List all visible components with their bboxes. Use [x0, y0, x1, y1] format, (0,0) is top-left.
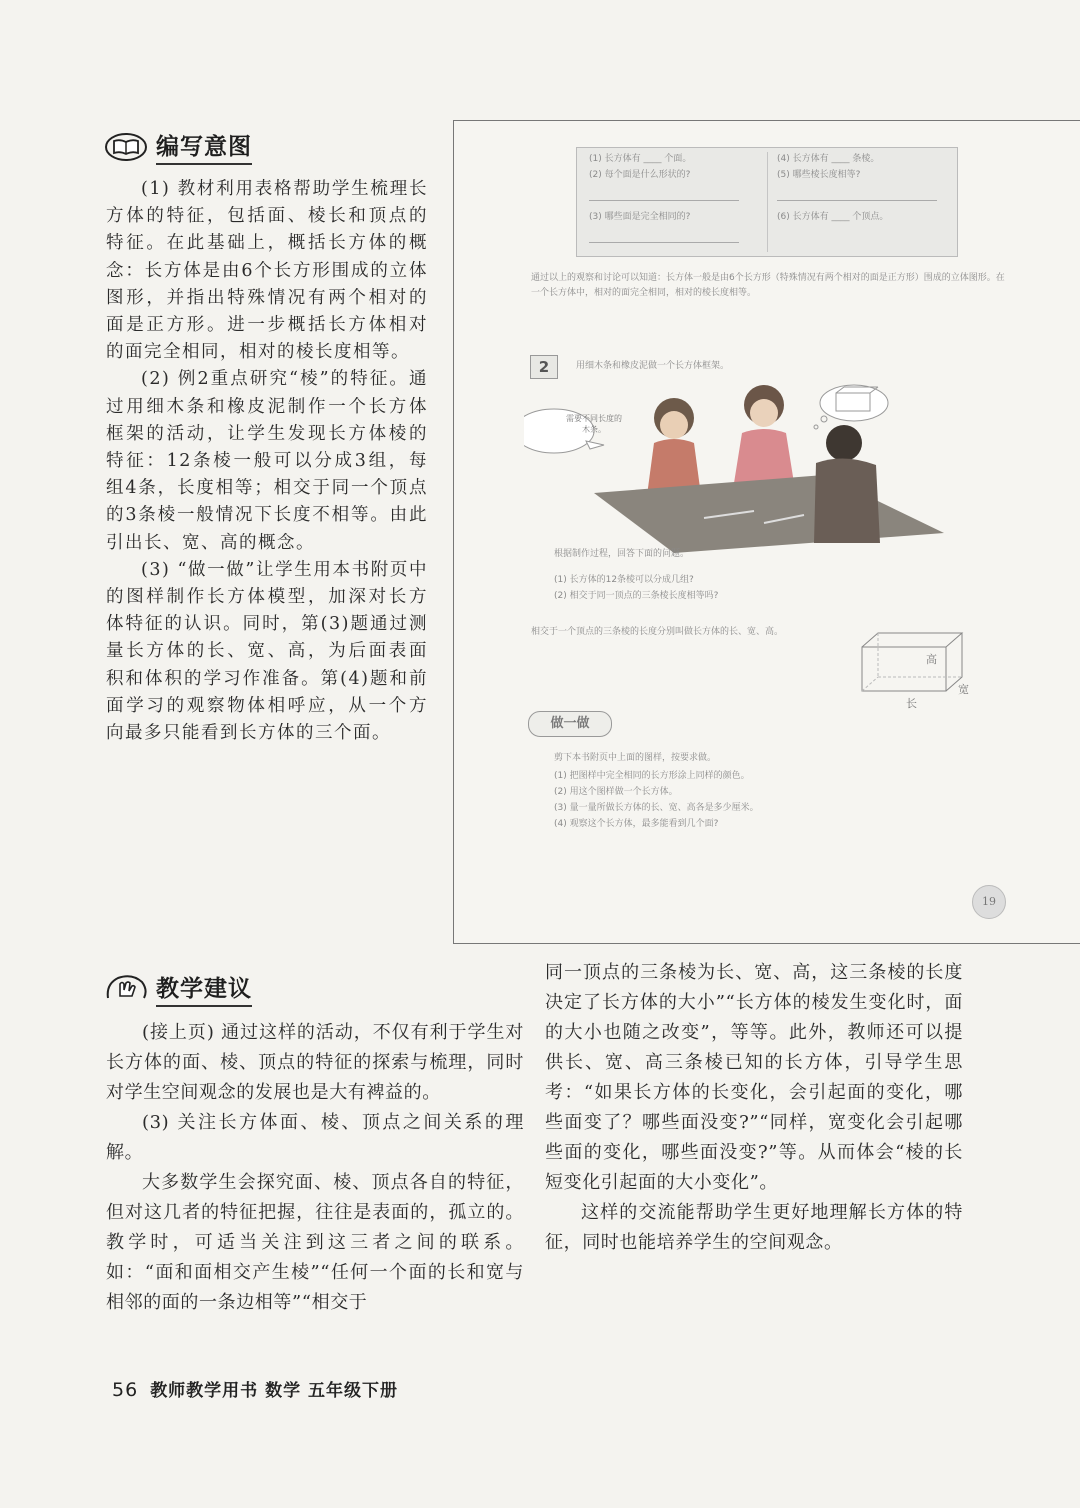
table-question: (4) 长方体有 ____ 条棱。 [777, 154, 880, 164]
paragraph: (2) 例2重点研究“棱”的特征。通过用细木条和橡皮泥制作一个长方体框架的活动，让学生发现长方体棱的特征：12条棱一般可以分成3组，每组4条，长度相等；相交于同一个顶点的3条棱一般情况下长度不相等。由此引出长、宽、高的概念。 [106, 369, 428, 553]
example-text: 用细木条和橡皮泥做一个长方体框架。 [576, 361, 730, 371]
section-header-teaching-suggestions [104, 970, 252, 1007]
definition-text: 相交于一个顶点的三条棱的长度分别叫做长方体的长、宽、高。 [531, 627, 784, 637]
summary-text: 通过以上的观察和讨论可以知道：长方体一般是由6个长方形（特殊情况有两个相对的面是正方形）围成的立体图形。在一个长方体中，相对的面完全相同，相对的棱长度相等。 [531, 273, 1005, 298]
section-header-writing-intent [104, 128, 252, 165]
hand-icon [104, 974, 148, 1004]
children-building-illustration [524, 383, 1004, 553]
section-title: 教学建议 [156, 970, 252, 1007]
table-question: (3) 哪些面是完全相同的? [589, 212, 691, 222]
left-column-text [106, 176, 428, 747]
inner-page-number: 19 [972, 885, 1006, 919]
question-line: (1) 长方体的12条棱可以分成几组? [554, 575, 694, 585]
activity-item: (4) 观察这个长方体，最多能看到几个面? [554, 819, 719, 829]
table-question: (5) 哪些棱长度相等? [777, 170, 861, 180]
activity-intro: 剪下本书附页中上面的图样，按要求做。 [554, 753, 717, 763]
question-table [576, 147, 958, 257]
question-line: (2) 相交于同一顶点的三条棱长度相等吗? [554, 591, 719, 601]
paragraph: (1) 教材利用表格帮助学生梳理长方体的特征，包括面、棱长和顶点的特征。在此基础上，概括长方体的概念：长方体是由6个长方形围成的立体图形，并指出特殊情况有两个相对的面是正方形。进一步概括长方体相对的面完全相同，相对的棱长度相等。 [106, 179, 428, 363]
activity-item: (2) 用这个图样做一个长方体。 [554, 787, 678, 797]
zuo-yi-zuo-badge: 做一做 [528, 711, 612, 737]
book-title: 教师教学用书 数学 五年级下册 [150, 1381, 399, 1401]
textbook-page-scan [453, 120, 1080, 944]
paragraph: (3) “做一做”让学生用本书附页中的图样制作长方体模型，加深对长方体特征的认识。同时，第(3)题通过测量长方体的长、宽、高，为后面表面积和体积的学习作准备。第(4)题和前面学习的观察物体相呼应，从一个方向最多只能看到长方体的三个面。 [106, 559, 428, 744]
prompt-text: 根据制作过程，回答下面的问题。 [554, 549, 690, 559]
width-label: 宽 [958, 683, 969, 696]
paragraph: 大多数学生会探究面、棱、顶点各自的特征，但对这几者的特征把握，往往是表面的，孤立的。教学时，可适当关注到这三者之间的联系。如：“面和面相交产生棱”“任何一个面的长和宽与相邻的面的一条边相等”“相交于 [106, 1172, 524, 1313]
example-number-badge: 2 [530, 355, 558, 379]
table-question: (6) 长方体有 ____ 个顶点。 [777, 212, 889, 222]
page-number: 56 [112, 1379, 139, 1401]
page-footer [112, 1376, 398, 1401]
table-question: (2) 每个面是什么形状的? [589, 170, 691, 180]
height-label: 高 [926, 653, 937, 666]
speech-bubble-text: 需要不同长度的木条。 [566, 414, 622, 434]
section-title: 编写意图 [156, 128, 252, 165]
bottom-right-column [545, 958, 963, 1258]
activity-item: (3) 量一量所做长方体的长、宽、高各是多少厘米。 [554, 803, 759, 813]
paragraph: 这样的交流能帮助学生更好地理解长方体的特征，同时也能培养学生的空间观念。 [545, 1202, 963, 1253]
paragraph: (3) 关注长方体面、棱、顶点之间关系的理解。 [106, 1112, 524, 1163]
length-label: 长 [906, 697, 917, 710]
paragraph: (接上页) 通过这样的活动，不仅有利于学生对长方体的面、棱、顶点的特征的探索与梳理，同时对学生空间观念的发展也是大有裨益的。 [106, 1022, 524, 1103]
paragraph: 同一顶点的三条棱为长、宽、高，这三条棱的长度决定了长方体的大小”“长方体的棱发生变化时，面的大小也随之改变”，等等。此外，教师还可以提供长、宽、高三条棱已知的长方体，引导学生思考：“如果长方体的长变化，会引起面的变化，哪些面变了？哪些面没变?”“同样，宽变化会引起哪些面的变化，哪些面没变?”等。从而体会“棱的长短变化引起面的大小变化”。 [545, 962, 963, 1193]
activity-item: (1) 把图样中完全相同的长方形涂上同样的颜色。 [554, 771, 750, 781]
open-book-icon [104, 132, 148, 162]
table-question: (1) 长方体有 ____ 个面。 [589, 154, 692, 164]
bottom-left-column [106, 1018, 524, 1318]
